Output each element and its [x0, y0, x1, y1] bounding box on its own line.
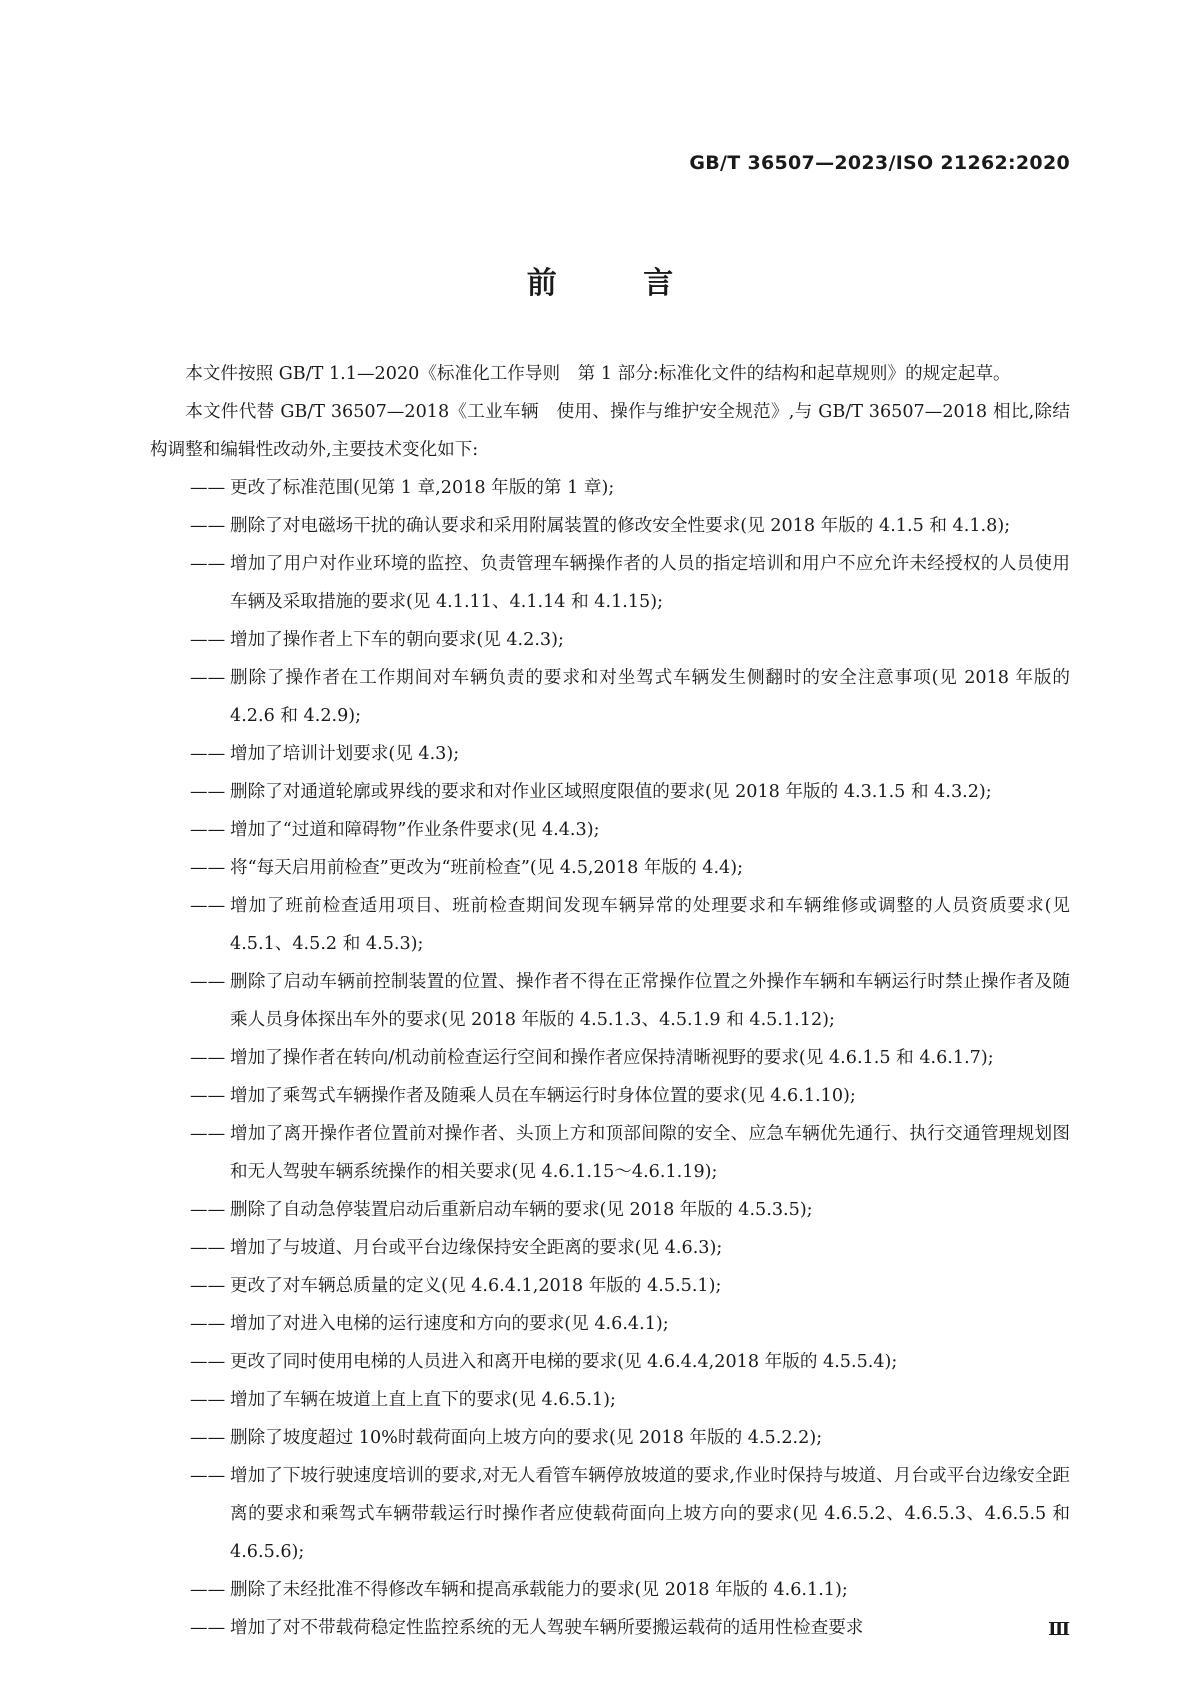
- dash-marker: ——: [190, 1390, 226, 1410]
- list-item: [150, 811, 1070, 849]
- list-item: [150, 1381, 1070, 1419]
- list-item: [150, 1191, 1070, 1229]
- list-item: [150, 849, 1070, 887]
- dash-marker: ——: [190, 744, 226, 764]
- list-item: [150, 545, 1070, 621]
- list-item: [150, 1077, 1070, 1115]
- dash-marker: ——: [190, 1276, 226, 1296]
- dash-marker: ——: [190, 1048, 226, 1068]
- list-item: [150, 1609, 1070, 1647]
- dash-marker: ——: [190, 820, 226, 840]
- list-item-text: 删除了操作者在工作期间对车辆负责的要求和对坐驾式车辆发生侧翻时的安全注意事项(见 2018 年版的 4.2.6 和 4.2.9);: [230, 668, 1070, 726]
- list-item-text: 删除了启动车辆前控制装置的位置、操作者不得在正常操作位置之外操作车辆和车辆运行时禁止操作者及随乘人员身体探出车外的要求(见 2018 年版的 4.5.1.3、4.5.1.9 和 4.5.1.12);: [230, 972, 1070, 1030]
- list-item-text: 更改了同时使用电梯的人员进入和离开电梯的要求(见 4.6.4.4,2018 年版的 4.5.5.4);: [230, 1352, 898, 1372]
- list-item: [150, 963, 1070, 1039]
- list-item-text: 增加了下坡行驶速度培训的要求,对无人看管车辆停放坡道的要求,作业时保持与坡道、月台或平台边缘安全距离的要求和乘驾式车辆带载运行时操作者应使载荷面向上坡方向的要求(见 4.6.5.2、4.6.5.3、4.6.5.5 和 4.6.5.6);: [230, 1466, 1070, 1562]
- list-item-text: 删除了自动急停装置启动后重新启动车辆的要求(见 2018 年版的 4.5.3.5);: [230, 1200, 813, 1220]
- document-body: [150, 355, 1070, 1647]
- list-item: [150, 1305, 1070, 1343]
- list-item-text: 增加了用户对作业环境的监控、负责管理车辆操作者的人员的指定培训和用户不应允许未经授权的人员使用车辆及采取措施的要求(见 4.1.11、4.1.14 和 4.1.15);: [230, 554, 1070, 612]
- page-title: 前 言: [526, 266, 712, 301]
- dash-marker: ——: [190, 1466, 226, 1486]
- dash-marker: ——: [190, 1580, 226, 1600]
- replacement-paragraph: 本文件代替 GB/T 36507—2018《工业车辆 使用、操作与维护安全规范》,与 GB/T 36507—2018 相比,除结构调整和编辑性改动外,主要技术变化如下:: [150, 402, 1070, 460]
- list-item: [150, 1457, 1070, 1571]
- dash-marker: ——: [190, 516, 226, 536]
- list-item: [150, 735, 1070, 773]
- standard-code: GB/T 36507—2023/ISO 21262:2020: [689, 152, 1070, 174]
- list-item-text: 将“每天启用前检查”更改为“班前检查”(见 4.5,2018 年版的 4.4);: [230, 858, 744, 878]
- list-item-text: 删除了对电磁场干扰的确认要求和采用附属装置的修改安全性要求(见 2018 年版的 4.1.5 和 4.1.8);: [230, 516, 1011, 536]
- intro-paragraph: 本文件按照 GB/T 1.1—2020《标准化工作导则 第 1 部分:标准化文件的结构和起草规则》的规定起草。: [185, 364, 1011, 384]
- list-item: [150, 659, 1070, 735]
- dash-marker: ——: [190, 1238, 226, 1258]
- list-item: [150, 1419, 1070, 1457]
- list-item: [150, 1343, 1070, 1381]
- list-item-text: 增加了“过道和障碍物”作业条件要求(见 4.4.3);: [230, 820, 600, 840]
- dash-marker: ——: [190, 1618, 226, 1638]
- dash-marker: ——: [190, 554, 226, 574]
- list-item: [150, 507, 1070, 545]
- list-item: [150, 1039, 1070, 1077]
- dash-marker: ——: [190, 1352, 226, 1372]
- dash-marker: ——: [190, 1086, 226, 1106]
- list-item-text: 增加了培训计划要求(见 4.3);: [230, 744, 460, 764]
- list-item: [150, 1115, 1070, 1191]
- dash-marker: ——: [190, 630, 226, 650]
- list-item-text: 更改了对车辆总质量的定义(见 4.6.4.1,2018 年版的 4.5.5.1);: [230, 1276, 722, 1296]
- dash-marker: ——: [190, 668, 226, 688]
- list-item-text: 增加了对进入电梯的运行速度和方向的要求(见 4.6.4.1);: [230, 1314, 669, 1334]
- list-item-text: 增加了车辆在坡道上直上直下的要求(见 4.6.5.1);: [230, 1390, 616, 1410]
- list-item: [150, 621, 1070, 659]
- list-item-text: 增加了乘驾式车辆操作者及随乘人员在车辆运行时身体位置的要求(见 4.6.1.10);: [230, 1086, 856, 1106]
- list-item-text: 删除了未经批准不得修改车辆和提高承载能力的要求(见 2018 年版的 4.6.1.1);: [230, 1580, 848, 1600]
- dash-marker: ——: [190, 1314, 226, 1334]
- dash-marker: ——: [190, 478, 226, 498]
- list-item-text: 增加了班前检查适用项目、班前检查期间发现车辆异常的处理要求和车辆维修或调整的人员资质要求(见 4.5.1、4.5.2 和 4.5.3);: [230, 896, 1070, 954]
- list-item-text: 增加了操作者在转向/机动前检查运行空间和操作者应保持清晰视野的要求(见 4.6.1.5 和 4.6.1.7);: [230, 1048, 994, 1068]
- dash-marker: ——: [190, 972, 226, 992]
- list-item-text: 更改了标准范围(见第 1 章,2018 年版的第 1 章);: [230, 478, 615, 498]
- dash-marker: ——: [190, 782, 226, 802]
- list-item: [150, 1267, 1070, 1305]
- dash-marker: ——: [190, 1124, 226, 1144]
- list-item-text: 删除了对通道轮廓或界线的要求和对作业区域照度限值的要求(见 2018 年版的 4.3.1.5 和 4.3.2);: [230, 782, 992, 802]
- list-item: [150, 773, 1070, 811]
- list-item-text: 增加了离开操作者位置前对操作者、头顶上方和顶部间隙的安全、应急车辆优先通行、执行交通管理规划图和无人驾驶车辆系统操作的相关要求(见 4.6.1.15～4.6.1.19);: [230, 1124, 1070, 1182]
- list-item-text: 增加了操作者上下车的朝向要求(见 4.2.3);: [230, 630, 564, 650]
- dash-marker: ——: [190, 1428, 226, 1448]
- list-item-text: 增加了与坡道、月台或平台边缘保持安全距离的要求(见 4.6.3);: [230, 1238, 723, 1258]
- dash-marker: ——: [190, 896, 226, 916]
- list-item: [150, 1229, 1070, 1267]
- list-item: [150, 887, 1070, 963]
- list-item: [150, 1571, 1070, 1609]
- dash-marker: ——: [190, 1200, 226, 1220]
- list-item: [150, 469, 1070, 507]
- dash-marker: ——: [190, 858, 226, 878]
- list-item-text: 删除了坡度超过 10%时载荷面向上坡方向的要求(见 2018 年版的 4.5.2.2);: [230, 1428, 823, 1448]
- page-number: Ⅲ: [1048, 1619, 1070, 1640]
- list-item-text: 增加了对不带载荷稳定性监控系统的无人驾驶车辆所要搬运载荷的适用性检查要求: [230, 1618, 864, 1638]
